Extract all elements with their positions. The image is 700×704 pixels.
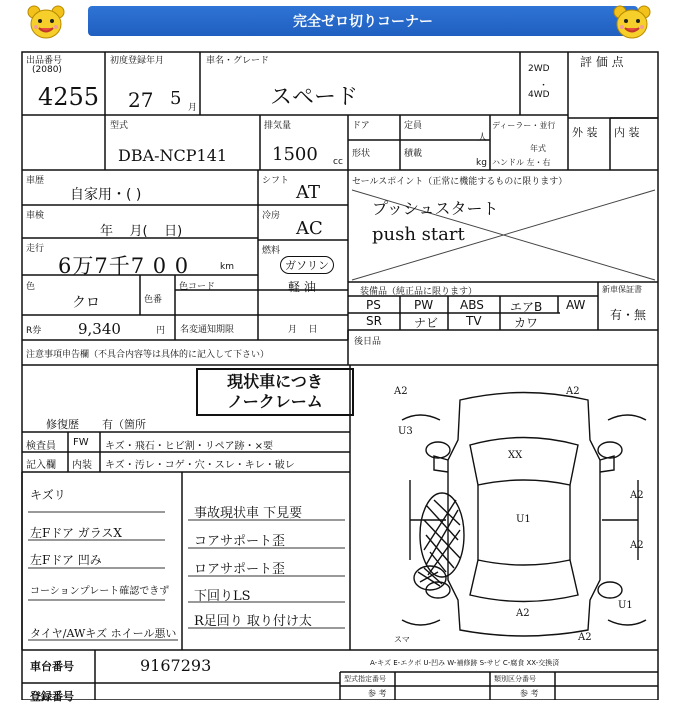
sales-point-line2: push start bbox=[372, 224, 465, 245]
stamp-line2: ノークレーム bbox=[227, 392, 323, 411]
fw-label: FW bbox=[73, 437, 89, 448]
fuel-label: 燃料 bbox=[262, 246, 281, 256]
lot-sub: (2080) bbox=[32, 65, 62, 75]
class-label: 類別区分番号 bbox=[494, 675, 536, 683]
diagram-label-u1-right: U1 bbox=[618, 600, 633, 611]
banner-title: 完全ゼロ切りコーナー bbox=[88, 6, 638, 36]
note-left-5: タイヤ/AWキズ ホイール悪い bbox=[30, 627, 177, 640]
note-left-2: 左Fドア ガラスX bbox=[30, 526, 122, 540]
diagram-label-xx: XX bbox=[508, 450, 523, 461]
drive-dot: ・ bbox=[539, 81, 549, 91]
shift-value: AT bbox=[296, 182, 321, 203]
color-no-label: 色番 bbox=[144, 295, 163, 305]
yen-unit: 円 bbox=[156, 326, 166, 336]
stamp-line1: 現状車につき bbox=[227, 372, 323, 391]
mileage-value: 6万7千7 0 0 bbox=[58, 254, 190, 278]
color-label: 色 bbox=[26, 282, 36, 292]
displacement-label: 排気量 bbox=[264, 121, 292, 131]
repair-label: 修復歴 bbox=[46, 418, 79, 431]
fuel-diesel: 軽 油 bbox=[288, 280, 316, 294]
rear-seat-label: 後日品 bbox=[354, 337, 382, 347]
repair-value: 有（箇所 bbox=[102, 418, 146, 431]
displacement-value: 1500 bbox=[272, 144, 318, 165]
month-unit: 月 bbox=[188, 103, 198, 113]
mileage-label: 走行 bbox=[26, 244, 45, 254]
first-reg-label: 初度登録年月 bbox=[110, 56, 165, 66]
diagram-label-a2-bottom: A2 bbox=[516, 608, 530, 619]
inspection-label: 車検 bbox=[26, 211, 45, 221]
aircon-label: 冷房 bbox=[262, 211, 281, 221]
year-label: 年式 bbox=[530, 144, 546, 153]
cert-label: 型式指定番号 bbox=[344, 675, 386, 683]
first-reg-year: 27 bbox=[128, 88, 154, 112]
caution-label: 注意事項申告欄（不具合内容等は具体的に記入して下さい） bbox=[26, 350, 270, 360]
lot-label: 出品番号 bbox=[26, 56, 63, 66]
diagram-label-a2-right2: A2 bbox=[630, 540, 644, 551]
sales-point-line1: プッシュスタート bbox=[372, 199, 499, 218]
equipment-sr: SR bbox=[366, 314, 382, 328]
recycle-value: 9,340 bbox=[78, 320, 121, 338]
interior-check-label: 内装 bbox=[72, 460, 92, 471]
dealer-label: ディーラー・並行 bbox=[492, 121, 556, 130]
lot-number: 4255 bbox=[38, 83, 100, 111]
diagram-label-a2-top-left: A2 bbox=[394, 386, 408, 397]
model-value: DBA-NCP141 bbox=[118, 146, 228, 165]
equipment-label: 装備品（純正品に限ります） bbox=[360, 287, 478, 297]
car-damage-diagram bbox=[390, 380, 658, 648]
warranty-label: 新車保証書 bbox=[602, 285, 642, 294]
drive-4wd: 4WD bbox=[528, 90, 550, 100]
shape-label: 形状 bbox=[352, 149, 371, 159]
frame-label: 車台番号 bbox=[30, 660, 74, 673]
note-right-1: 事故現状車 下見要 bbox=[194, 506, 303, 521]
tax-value: 月 日 bbox=[288, 325, 318, 335]
aircon-value: AC bbox=[296, 218, 323, 239]
diagram-label-a2-right1: A2 bbox=[630, 490, 644, 501]
recycle-label: R券 bbox=[26, 326, 42, 336]
handle-label: ハンドル 左・右 bbox=[492, 158, 551, 167]
kg-unit: kg bbox=[476, 158, 487, 168]
equipment-leather: カワ bbox=[514, 316, 539, 330]
entry-label: 記入欄 bbox=[26, 460, 56, 471]
car-name: スペード bbox=[270, 85, 359, 110]
exterior-label: 外 装 bbox=[572, 126, 598, 139]
equipment-tv: TV bbox=[466, 314, 482, 328]
sales-point-label: セールスポイント（正常に機能するものに限ります） bbox=[352, 177, 568, 187]
note-right-5: R足回り 取り付け太 bbox=[194, 614, 312, 629]
diagram-label-sma: スマ bbox=[394, 635, 410, 644]
vehicle-type-value: 自家用・( ) bbox=[70, 187, 142, 203]
diagram-label-a2-bottom-right: A2 bbox=[578, 632, 592, 643]
fuel-gasoline: ガソリン bbox=[280, 256, 334, 274]
model-label: 型式 bbox=[110, 121, 129, 131]
vehicle-type-label: 車歴 bbox=[26, 176, 45, 186]
equipment-airbag: エアB bbox=[510, 300, 543, 314]
shift-label: シフト bbox=[262, 176, 290, 186]
color-code-label: 色コード bbox=[179, 282, 216, 292]
reg-label: 登録番号 bbox=[30, 690, 74, 703]
diagram-label-a2-top-right: A2 bbox=[566, 386, 580, 397]
load-label: 積載 bbox=[404, 149, 423, 159]
fw-items: キズ・飛石・ヒビ割・リペア跡・×要 bbox=[105, 441, 273, 452]
car-name-label: 車名・グレード bbox=[206, 56, 270, 66]
note-left-1: キズリ bbox=[30, 488, 66, 502]
note-right-4: 下回りLS bbox=[194, 589, 251, 604]
tax-label: 名変通知期限 bbox=[180, 325, 235, 335]
warranty-value: 有・無 bbox=[610, 308, 647, 322]
km-unit: km bbox=[220, 262, 234, 272]
inspection-value: 年 月( 日) bbox=[100, 224, 183, 239]
persons-unit: 人 bbox=[478, 133, 488, 143]
color-value: クロ bbox=[72, 295, 100, 311]
equipment-pw: PW bbox=[414, 298, 434, 312]
equipment-navi: ナビ bbox=[414, 316, 439, 330]
note-right-2: コアサポート歪 bbox=[194, 534, 286, 549]
interior-label: 内 装 bbox=[614, 126, 640, 139]
rating-label: 評 価 点 bbox=[580, 55, 624, 69]
ref-left: 参 考 bbox=[368, 689, 387, 698]
note-right-3: ロアサポート歪 bbox=[194, 562, 286, 577]
equipment-aw: AW bbox=[566, 298, 586, 312]
diagram-label-u3: U3 bbox=[398, 426, 413, 437]
equipment-abs: ABS bbox=[460, 298, 484, 312]
ref-right: 参 考 bbox=[520, 689, 539, 698]
damage-legend: A-キズ E-エクボ U-凹み W-補修跡 S-サビ C-腐食 XX-交換済 bbox=[370, 659, 560, 667]
interior-items: キズ・汚レ・コゲ・穴・スレ・キレ・破レ bbox=[105, 460, 295, 471]
diagram-label-u1-center: U1 bbox=[516, 514, 531, 525]
drive-2wd: 2WD bbox=[528, 64, 550, 74]
seats-label: 定員 bbox=[404, 121, 423, 131]
equipment-ps: PS bbox=[366, 298, 381, 312]
frame-value: 9167293 bbox=[140, 656, 212, 675]
inspector-label: 検査員 bbox=[26, 441, 56, 452]
as-is-stamp bbox=[196, 368, 354, 416]
first-reg-month: 5 bbox=[170, 88, 182, 109]
note-left-3: 左Fドア 凹み bbox=[30, 553, 102, 567]
cc-unit: cc bbox=[333, 157, 343, 167]
door-label: ドア bbox=[352, 121, 370, 131]
note-left-4: コーションプレート確認できず bbox=[30, 586, 170, 597]
